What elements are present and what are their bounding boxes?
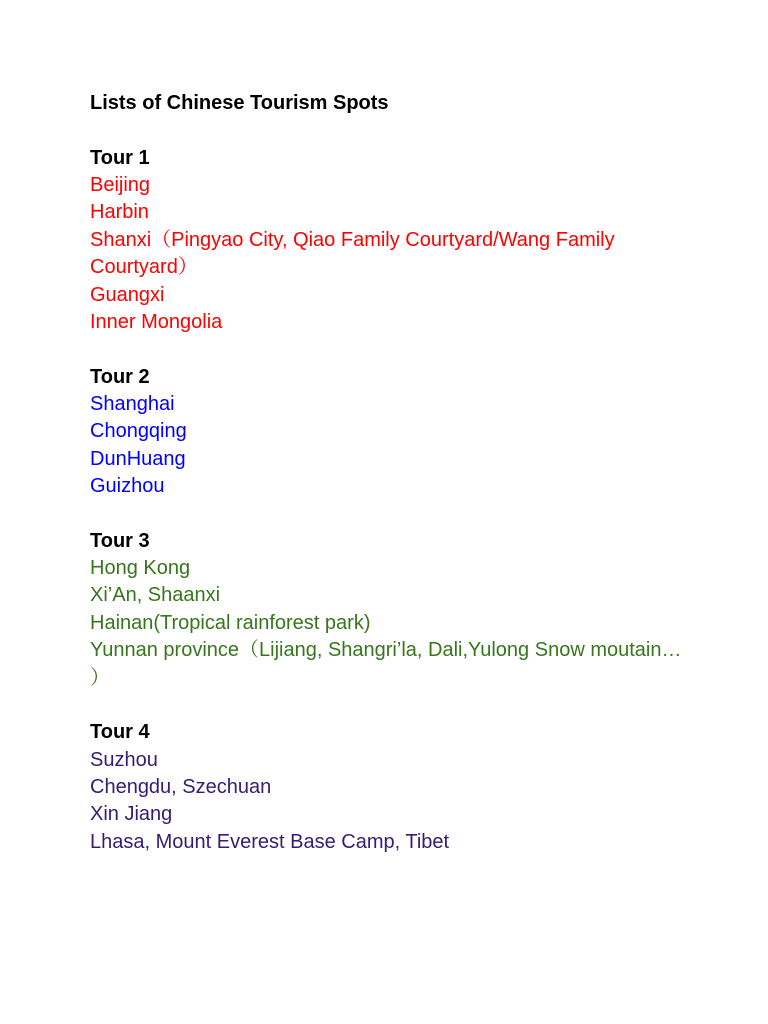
place-item: Hong Kong: [90, 557, 191, 580]
place-item: Xi’An, Shaanxi: [90, 584, 221, 607]
place-item: Guangxi: [90, 283, 165, 306]
tour-section-4: [90, 719, 690, 856]
tour-section-3: [90, 528, 690, 692]
blank-line: [90, 336, 690, 363]
place-item: Yunnan province（Lijiang, Shangri’la, Dali,Yulong Snow moutain…: [90, 639, 682, 662]
page-title: Lists of Chinese Tourism Spots: [90, 92, 389, 114]
place-item: Shanxi（Pingyao City, Qiao Family Courtyard/Wang Family: [90, 228, 615, 251]
place-item: Inner Mongolia: [90, 310, 223, 333]
blank-line: [90, 500, 690, 527]
place-item-continuation: ）: [90, 666, 110, 689]
place-item: Harbin: [90, 201, 149, 224]
tour-heading: Tour 4: [90, 721, 150, 744]
blank-line: [90, 117, 690, 144]
place-item: Suzhou: [90, 748, 158, 771]
tour-heading: Tour 2: [90, 365, 150, 388]
tour-section-2: [90, 364, 690, 501]
place-item: Guizhou: [90, 475, 165, 498]
place-item: Lhasa, Mount Everest Base Camp, Tibet: [90, 830, 450, 853]
place-item: Beijing: [90, 174, 151, 197]
place-item: Xin Jiang: [90, 803, 173, 826]
place-item: Shanghai: [90, 392, 175, 415]
place-item: Chengdu, Szechuan: [90, 775, 272, 798]
place-item: DunHuang: [90, 447, 186, 470]
place-item-continuation: Courtyard）: [90, 256, 198, 279]
blank-line: [90, 692, 690, 719]
tour-heading: Tour 3: [90, 529, 150, 552]
place-item: Hainan(Tropical rainforest park): [90, 611, 371, 634]
place-item: Chongqing: [90, 420, 187, 443]
document-body: [90, 90, 690, 856]
tour-heading: Tour 1: [90, 146, 150, 169]
tour-section-1: [90, 145, 690, 337]
